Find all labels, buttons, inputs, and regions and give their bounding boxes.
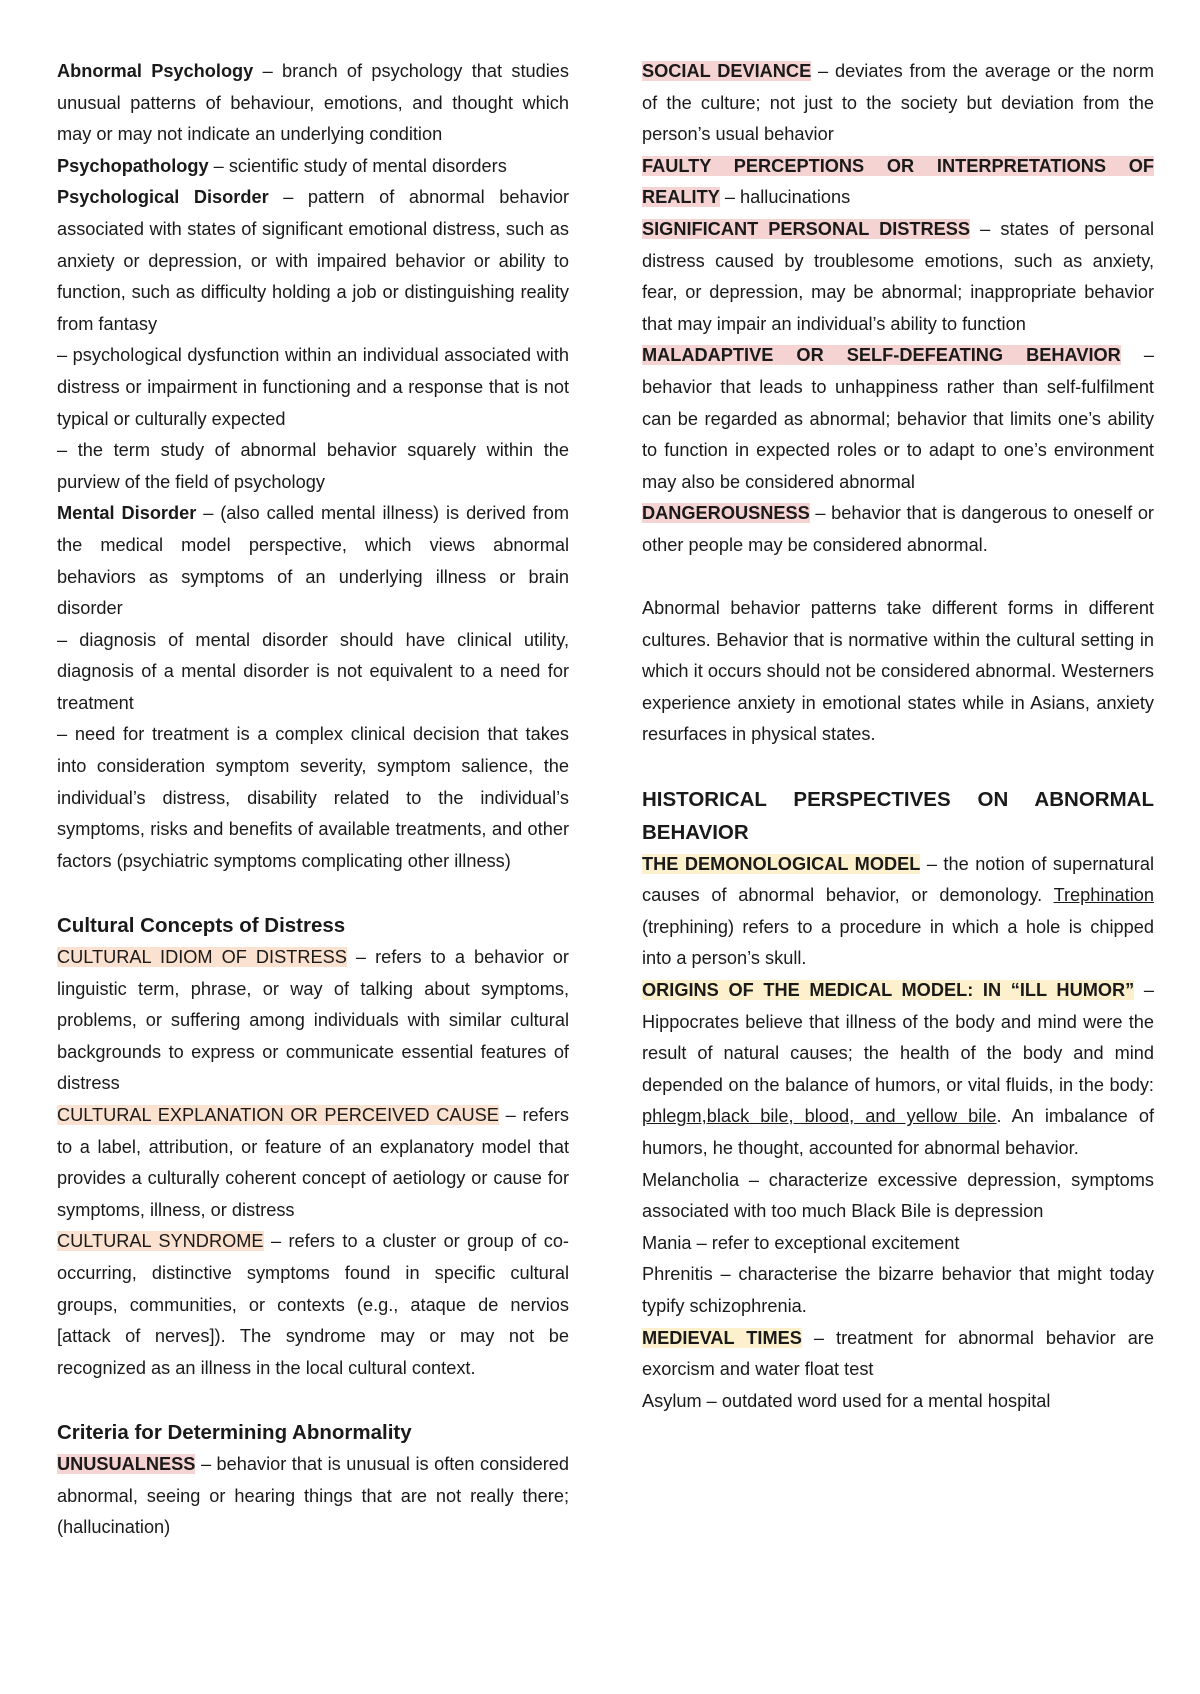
definition-text: – behavior that leads to unhappiness rather than self-fulfilment can be regarded as abnormal; behavior that limits one’s ability to function in expected roles or to adapt to one’s environment may also be considered abnormal bbox=[642, 345, 1154, 492]
entry-mental-disorder bbox=[57, 498, 569, 624]
definition-text: – pattern of abnormal behavior associated with states of significant emotional distress, such as anxiety or depression, or with impaired behavior or ability to function, such as difficulty holding a job or distinguishing reality from fantasy bbox=[57, 187, 569, 334]
term-cultural-explanation: CULTURAL EXPLANATION OR PERCEIVED CAUSE bbox=[57, 1105, 499, 1125]
mental-disorder-note-1: – diagnosis of mental disorder should have clinical utility, diagnosis of a mental disorder is not equivalent to a need for treatment bbox=[57, 629, 569, 713]
entry-asylum: Asylum – outdated word used for a mental hospital bbox=[642, 1390, 1051, 1411]
right-column bbox=[642, 56, 1154, 1417]
entry-medieval-times bbox=[642, 1323, 1154, 1386]
term-cultural-idiom: CULTURAL IDIOM OF DISTRESS bbox=[57, 947, 347, 968]
term-cultural-syndrome: CULTURAL SYNDROME bbox=[57, 1231, 264, 1252]
entry-phrenitis: Phrenitis – characterise the bizarre behavior that might today typify schizophrenia. bbox=[642, 1264, 1154, 1316]
definition-text: – branch of psychology that studies unusual patterns of behaviour, emotions, and thought which may or may not indicate an underlying condition bbox=[57, 61, 569, 145]
definition-text: – treatment for abnormal behavior are exorcism and water float test bbox=[642, 1327, 1154, 1380]
definition-text: – refers to a behavior or linguistic term, phrase, or way of talking about symptoms, problems, or suffering among individuals with similar cultural backgrounds to express or communicate essential features of distress bbox=[57, 947, 569, 1094]
definition-text: (trephining) refers to a procedure in which a hole is chipped into a person’s skull. bbox=[642, 916, 1154, 969]
spacer bbox=[57, 877, 569, 909]
entry-mania: Mania – refer to exceptional excitement bbox=[642, 1232, 960, 1253]
entry-psychological-disorder bbox=[57, 182, 569, 340]
definition-text: – behavior that is dangerous to oneself or other people may be considered abnormal. bbox=[642, 503, 1154, 555]
term-maladaptive: MALADAPTIVE OR SELF-DEFEATING BEHAVIOR bbox=[642, 345, 1121, 366]
definition-text: – the notion of supernatural causes of abnormal behavior, or demonology. bbox=[642, 853, 1154, 906]
term-personal-distress: SIGNIFICANT PERSONAL DISTRESS bbox=[642, 218, 971, 239]
term-faulty-perceptions: FAULTY PERCEPTIONS OR INTERPRETATIONS OF REALITY bbox=[642, 155, 1154, 208]
spacer bbox=[642, 562, 1154, 594]
psychological-disorder-note-2: – the term study of abnormal behavior squarely within the purview of the field of psychology bbox=[57, 440, 569, 492]
definition-text: – states of personal distress caused by troublesome emotions, such as anxiety, fear, or depression, may be abnormal; inappropriate behavior that may impair an individual’s ability to function bbox=[642, 218, 1154, 334]
mental-disorder-note-2: – need for treatment is a complex clinical decision that takes into consideration symptom severity, symptom salience, the individual’s distress, disability related to the individual’s symptoms, risks and benefits of available treatments, and other factors (psychiatric symptoms complicating other illness) bbox=[57, 724, 569, 871]
definition-text: – behavior that is unusual is often considered abnormal, seeing or hearing things that are not really there; (hallucination) bbox=[57, 1453, 569, 1538]
term-medieval-times: MEDIEVAL TIMES bbox=[642, 1327, 802, 1348]
term-psychological-disorder: Psychological Disorder bbox=[57, 187, 269, 208]
term-origins-medical-model: ORIGINS OF THE MEDICAL MODEL: IN “ILL HUMOR” bbox=[642, 980, 1135, 1001]
definition-text: – (also called mental illness) is derived from the medical model perspective, which views abnormal behaviors as symptoms of an underlying illness or brain disorder bbox=[57, 503, 570, 619]
entry-abnormal-psychology bbox=[57, 56, 569, 151]
entry-maladaptive bbox=[642, 340, 1154, 498]
term-abnormal-psychology: Abnormal Psychology bbox=[57, 61, 254, 81]
term-dangerousness: DANGEROUSNESS bbox=[642, 503, 810, 524]
term-demonological-model: THE DEMONOLOGICAL MODEL bbox=[642, 853, 921, 874]
entry-psychopathology bbox=[57, 151, 569, 183]
definition-text: – scientific study of mental disorders bbox=[208, 155, 507, 176]
culture-paragraph: Abnormal behavior patterns take different forms in different cultures. Behavior that is normative within the cultural setting in which it occurs should not be considered abnormal. Westerners experience anxiety in emotional states while in Asians, anxiety resurfaces in physical states. bbox=[642, 598, 1154, 745]
definition-text: . An imbalance of humors, he thought, accounted for abnormal behavior. bbox=[642, 1106, 1154, 1158]
heading-criteria: Criteria for Determining Abnormality bbox=[57, 1420, 412, 1444]
entry-demonological-model bbox=[642, 849, 1154, 975]
heading-cultural-concepts: Cultural Concepts of Distress bbox=[57, 914, 346, 938]
entry-unusualness bbox=[57, 1449, 569, 1544]
heading-historical-perspectives: HISTORICAL PERSPECTIVES ON ABNORMAL BEHAVIOR bbox=[642, 787, 1154, 844]
entry-cultural-syndrome bbox=[57, 1226, 569, 1384]
spacer bbox=[57, 1384, 569, 1416]
definition-text: – refers to a cluster or group of co- occurring, distinctive symptoms found in specific cultural groups, communities, or contexts (e.g., ataque de nervios [attack of nerves]). The syndrome may or may not be recognized as an illness in the local cultural context. bbox=[57, 1231, 569, 1378]
entry-faulty-perceptions bbox=[642, 151, 1154, 214]
left-column bbox=[57, 56, 569, 1544]
definition-text: – Hippocrates believe that illness of the body and mind were the result of natural causes; the health of the body and mind depended on the balance of humors, or vital fluids, in the body: bbox=[642, 980, 1154, 1095]
entry-cultural-idiom bbox=[57, 942, 569, 1100]
entry-personal-distress bbox=[642, 214, 1154, 340]
term-unusualness: UNUSUALNESS bbox=[57, 1453, 196, 1474]
term-trephination: Trephination bbox=[1053, 885, 1154, 906]
definition-text: – deviates from the average or the norm of the culture; not just to the society but deviation from the person’s usual behavior bbox=[642, 61, 1154, 145]
definition-text: – refers to a label, attribution, or feature of an explanatory model that provides a culturally coherent concept of aetiology or cause for symptoms, illness, or distress bbox=[57, 1105, 569, 1220]
entry-cultural-explanation bbox=[57, 1100, 569, 1226]
definition-text: – hallucinations bbox=[719, 187, 851, 208]
psychological-disorder-note-1: – psychological dysfunction within an individual associated with distress or impairment in functioning and a response that is not typical or culturally expected bbox=[57, 345, 569, 429]
humors-list: phlegm,black bile, blood, and yellow bile bbox=[642, 1106, 997, 1127]
entry-dangerousness bbox=[642, 498, 1154, 561]
term-mental-disorder: Mental Disorder bbox=[57, 503, 197, 524]
term-social-deviance: SOCIAL DEVIANCE bbox=[642, 61, 812, 81]
spacer bbox=[642, 751, 1154, 783]
term-psychopathology: Psychopathology bbox=[57, 155, 209, 176]
entry-social-deviance bbox=[642, 56, 1154, 151]
entry-melancholia: Melancholia – characterize excessive depression, symptoms associated with too much Black Bile is depression bbox=[642, 1169, 1154, 1222]
entry-origins-medical-model bbox=[642, 975, 1154, 1165]
